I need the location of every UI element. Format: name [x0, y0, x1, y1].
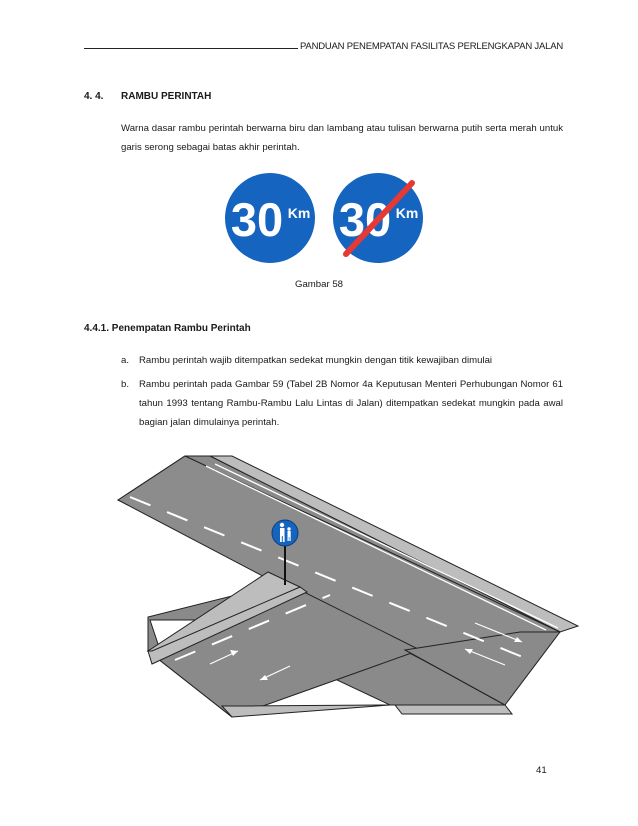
- list-item-text: Rambu perintah wajib ditempatkan sedekat mungkin dengan titik kewajiban dimulai: [139, 355, 493, 366]
- sign-unit: Km: [287, 205, 311, 221]
- section-title: RAMBU PERINTAH: [121, 91, 212, 102]
- running-header: PANDUAN PENEMPATAN FASILITAS PERLENGKAPAN JALAN: [300, 41, 564, 52]
- pedestrian-sign: [272, 520, 298, 546]
- list-item-letter: b.: [121, 379, 130, 390]
- section-paragraph: Warna dasar rambu perintah berwarna biru dan lambang atau tulisan berwarna putih serta merah untuk garis serong sebagai batas akhir perintah.: [121, 123, 563, 153]
- right-curb: [395, 705, 512, 714]
- sign-unit: Km: [395, 205, 419, 221]
- sign-number: 30: [338, 193, 392, 246]
- section-number: 4. 4.: [84, 91, 104, 102]
- list-item-letter: a.: [121, 355, 130, 366]
- bottom-curb: [222, 705, 390, 717]
- sign-number: 30: [230, 193, 284, 246]
- list-item-text: Rambu perintah pada Gambar 59 (Tabel 2B Nomor 4a Keputusan Menteri Perhubungan Nomor 61 tahun 1993 tentang Rambu-Rambu Lalu Lintas di Jalan) ditempatkan sedekat mungkin pada awal bagian jalan dimulainya perintah.: [139, 379, 563, 428]
- figure-58-caption: Gambar 58: [295, 279, 343, 290]
- page-number: 41: [536, 765, 547, 776]
- subsection-title: 4.4.1. Penempatan Rambu Perintah: [84, 323, 251, 334]
- sign-disc: [272, 520, 298, 546]
